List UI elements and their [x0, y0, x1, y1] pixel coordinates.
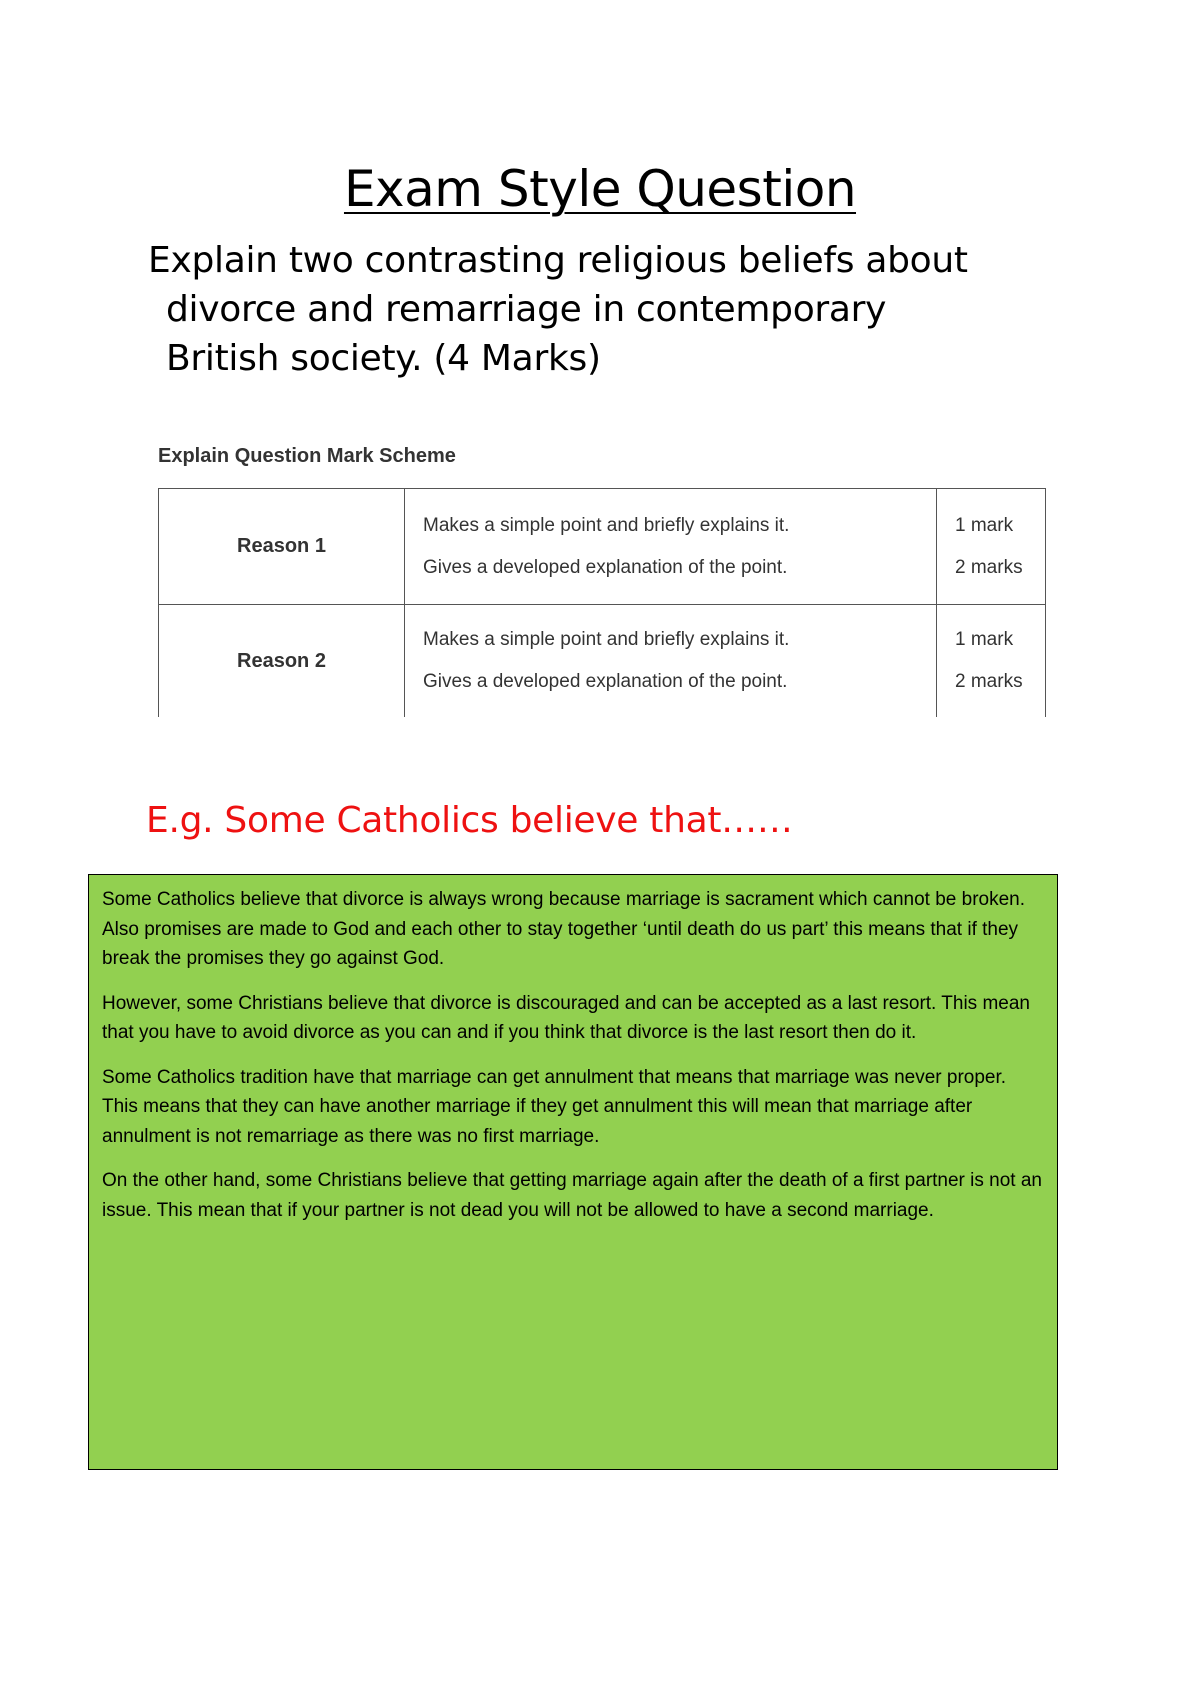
table-row — [159, 605, 1046, 718]
marks-value: 1 mark — [955, 629, 1014, 650]
marks-value: 2 marks — [955, 556, 1023, 578]
answer-paragraph: Some Catholics tradition have that marriage can get annulment that means that marriage was never proper. This means that they can have another marriage if they get annulment this will mean that marriage after annulment is not remarriage as there was no first marriage. — [102, 1066, 1007, 1147]
answer-text-box[interactable] — [88, 874, 1058, 1470]
criteria-cell — [405, 605, 937, 718]
marks-cell — [937, 605, 1046, 718]
answer-paragraph: On the other hand, some Christians believe that getting marriage again after the death of a first partner is not an issue. This mean that if your partner is not dead you will not be allowed to have a second marriage. — [102, 1170, 1042, 1221]
exam-question — [148, 236, 1108, 383]
mark-scheme-table — [158, 488, 1046, 717]
criteria-cell — [405, 489, 937, 605]
criteria-simple: Makes a simple point and briefly explains it. — [423, 629, 790, 650]
criteria-developed: Gives a developed explanation of the point. — [423, 671, 788, 692]
criteria-simple: Makes a simple point and briefly explains it. — [423, 514, 790, 536]
marks-value: 1 mark — [955, 514, 1014, 536]
marks-cell — [937, 489, 1046, 605]
example-prompt: E.g. Some Catholics believe that…… — [146, 800, 793, 841]
marks-value: 2 marks — [955, 671, 1023, 692]
question-line-2: divorce and remarriage in contemporary — [166, 289, 887, 330]
question-line-3: British society. (4 Marks) — [166, 338, 601, 379]
answer-paragraph: Some Catholics believe that divorce is always wrong because marriage is sacrament which cannot be broken. Also promises are made to God and each other to stay together ‘until death do us part’ this means that if they break the promises they go against God. — [102, 889, 1026, 969]
page-title: Exam Style Question — [343, 160, 857, 218]
criteria-developed: Gives a developed explanation of the point. — [423, 556, 788, 578]
reason-label: Reason 1 — [159, 489, 405, 605]
question-line-1: Explain two contrasting religious beliefs about — [148, 240, 968, 281]
mark-scheme-heading: Explain Question Mark Scheme — [158, 445, 456, 467]
table-row — [159, 489, 1046, 605]
reason-label: Reason 2 — [159, 605, 405, 718]
answer-paragraph: However, some Christians believe that divorce is discouraged and can be accepted as a last resort. This mean that you have to avoid divorce as you can and if you think that divorce is the last resort then do it. — [102, 992, 1030, 1043]
